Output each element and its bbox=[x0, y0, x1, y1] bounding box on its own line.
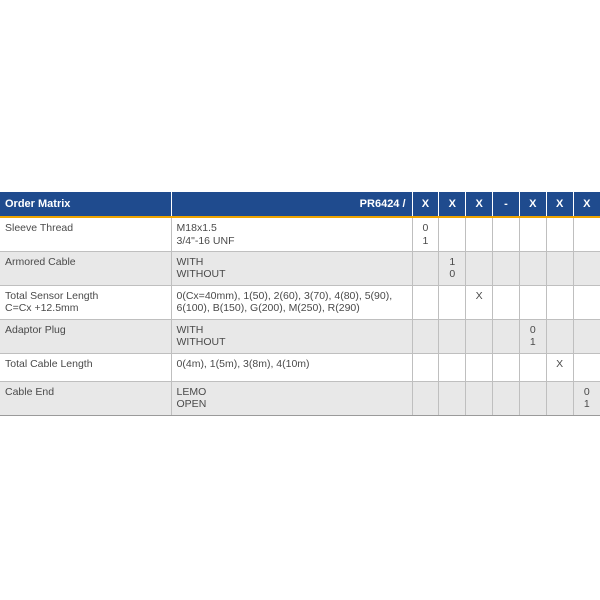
code-cell bbox=[412, 285, 439, 319]
order-matrix-body bbox=[0, 217, 600, 415]
code-cell bbox=[439, 217, 466, 251]
row-label-line: C=Cx +12.5mm bbox=[5, 302, 79, 314]
total-sensor-length-row bbox=[0, 285, 600, 319]
adaptor-plug-row bbox=[0, 319, 600, 353]
code-cell bbox=[519, 319, 546, 353]
code-cell bbox=[466, 217, 493, 251]
row-label bbox=[0, 381, 171, 415]
option-text: WITHOUT bbox=[176, 268, 226, 280]
order-matrix-title: Order Matrix bbox=[0, 192, 171, 217]
code-cell bbox=[519, 251, 546, 285]
code-cell bbox=[546, 381, 573, 415]
armored-cable-row bbox=[0, 251, 600, 285]
code-cell bbox=[546, 353, 573, 381]
row-options bbox=[171, 285, 412, 319]
code-cell bbox=[519, 217, 546, 251]
cable-end-row bbox=[0, 381, 600, 415]
code-cell bbox=[573, 353, 600, 381]
code-cell bbox=[439, 319, 466, 353]
code-cell bbox=[546, 217, 573, 251]
code-cell bbox=[546, 319, 573, 353]
code-cell bbox=[439, 353, 466, 381]
option-text: 6(100), B(150), G(200), M(250), R(290) bbox=[176, 302, 360, 314]
option-text: WITH bbox=[176, 323, 204, 336]
row-options bbox=[171, 251, 412, 285]
code-cell bbox=[466, 353, 493, 381]
row-label-line: Cable End bbox=[5, 385, 55, 398]
option-text: OPEN bbox=[176, 398, 207, 410]
code-cell bbox=[466, 285, 493, 319]
code-cell bbox=[519, 381, 546, 415]
code-position-5: X bbox=[519, 192, 546, 217]
code-cell bbox=[493, 251, 520, 285]
code-cell bbox=[519, 353, 546, 381]
row-options bbox=[171, 381, 412, 415]
option-text: WITH bbox=[176, 255, 204, 268]
option-text: 0(Cx=40mm), 1(50), 2(60), 3(70), 4(80), 5(90), bbox=[176, 289, 393, 302]
row-label-line: Total Sensor Length bbox=[5, 289, 99, 302]
code-cell bbox=[546, 285, 573, 319]
option-text: WITHOUT bbox=[176, 336, 226, 348]
option-text: LEMO bbox=[176, 385, 207, 398]
code-cell bbox=[439, 251, 466, 285]
code-value: 1 bbox=[529, 336, 536, 348]
code-cell bbox=[493, 381, 520, 415]
option-text: M18x1.5 bbox=[176, 222, 217, 234]
code-cell bbox=[493, 217, 520, 251]
code-cell bbox=[466, 319, 493, 353]
code-cell bbox=[573, 319, 600, 353]
row-label bbox=[0, 319, 171, 353]
code-cell bbox=[573, 381, 600, 415]
order-matrix-header bbox=[0, 192, 600, 217]
code-value: 0 bbox=[583, 385, 590, 398]
code-cell bbox=[439, 381, 466, 415]
code-cell bbox=[466, 381, 493, 415]
total-cable-length-row bbox=[0, 353, 600, 381]
code-cell bbox=[493, 285, 520, 319]
code-position-7: X bbox=[573, 192, 600, 217]
model-prefix: PR6424 / bbox=[171, 192, 412, 217]
code-value: X bbox=[475, 289, 483, 302]
code-cell bbox=[412, 217, 439, 251]
code-cell bbox=[519, 285, 546, 319]
row-options bbox=[171, 217, 412, 251]
option-text: 0(4m), 1(5m), 3(8m), 4(10m) bbox=[176, 357, 310, 370]
row-label-line: Sleeve Thread bbox=[5, 222, 74, 234]
code-cell bbox=[412, 251, 439, 285]
row-label bbox=[0, 353, 171, 381]
code-separator: - bbox=[493, 192, 520, 217]
code-cell bbox=[546, 251, 573, 285]
code-cell bbox=[493, 319, 520, 353]
code-cell bbox=[573, 285, 600, 319]
code-cell bbox=[412, 319, 439, 353]
row-label-line: Total Cable Length bbox=[5, 357, 93, 370]
sleeve-thread-row bbox=[0, 217, 600, 251]
code-position-6: X bbox=[546, 192, 573, 217]
row-label bbox=[0, 217, 171, 251]
row-label bbox=[0, 251, 171, 285]
code-value: 0 bbox=[422, 222, 429, 234]
code-cell bbox=[412, 353, 439, 381]
code-value: 1 bbox=[422, 234, 429, 247]
code-value: 1 bbox=[449, 255, 456, 268]
code-cell bbox=[412, 381, 439, 415]
row-options bbox=[171, 319, 412, 353]
code-position-1: X bbox=[412, 192, 439, 217]
code-value: 1 bbox=[583, 398, 590, 410]
code-value: 0 bbox=[449, 268, 456, 280]
header-row bbox=[0, 192, 600, 217]
code-value: X bbox=[556, 357, 564, 370]
code-cell bbox=[493, 353, 520, 381]
code-cell bbox=[573, 251, 600, 285]
row-label bbox=[0, 285, 171, 319]
code-position-3: X bbox=[466, 192, 493, 217]
code-cell bbox=[439, 285, 466, 319]
option-text: 3/4"-16 UNF bbox=[176, 234, 235, 247]
row-label-line: Armored Cable bbox=[5, 255, 76, 268]
code-value: 0 bbox=[529, 323, 536, 336]
order-matrix-table bbox=[0, 192, 600, 416]
row-label-line: Adaptor Plug bbox=[5, 323, 66, 336]
code-cell bbox=[466, 251, 493, 285]
code-position-2: X bbox=[439, 192, 466, 217]
row-options bbox=[171, 353, 412, 381]
code-cell bbox=[573, 217, 600, 251]
